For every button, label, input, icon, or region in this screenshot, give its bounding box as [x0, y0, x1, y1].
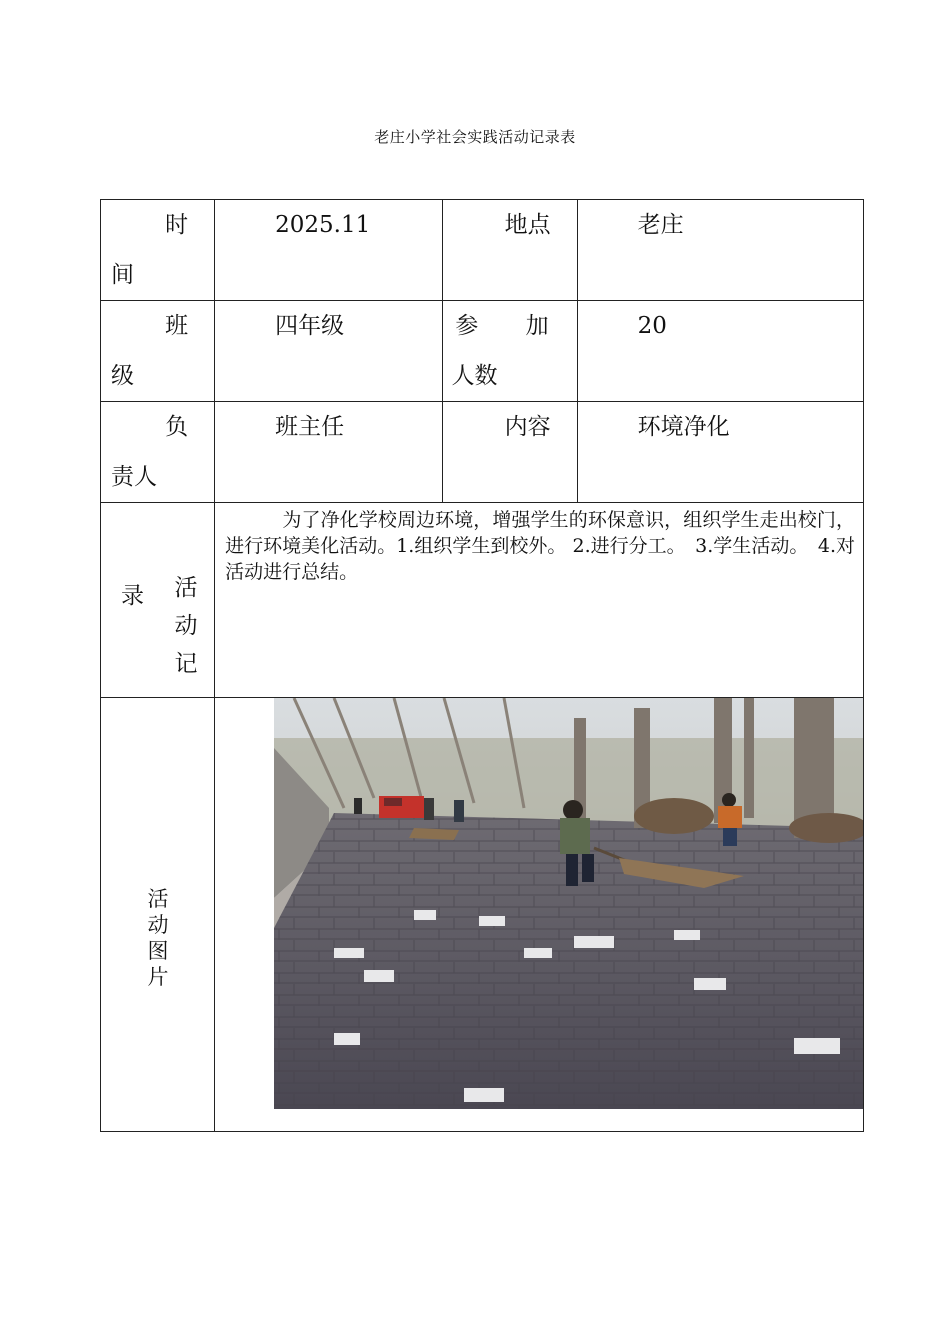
- photo-label-char: 片: [147, 965, 169, 989]
- record-label-stack: [171, 569, 201, 683]
- leader-label-part2: 责人: [111, 464, 157, 490]
- place-label: 地点: [443, 200, 577, 301]
- class-label-part2: 级: [111, 363, 134, 389]
- content-label: 内容: [443, 402, 577, 503]
- class-label-part1: 班: [165, 313, 189, 339]
- record-label-char: 记: [174, 651, 198, 677]
- record-label-char: 活: [174, 575, 198, 601]
- photo-label-char: 动: [147, 913, 169, 937]
- activity-record-label-cell: [101, 503, 215, 698]
- time-label-part2: 间: [111, 262, 134, 288]
- document-title: 老庄小学社会实践活动记录表: [374, 128, 576, 146]
- leader-value: 班主任: [215, 402, 443, 503]
- class-value: 四年级: [215, 301, 443, 402]
- table-row-class-count: [101, 301, 864, 402]
- photo-label-char: 图: [147, 939, 169, 963]
- time-label-part1: 时: [165, 212, 189, 238]
- activity-photo-label-cell: [101, 698, 215, 1132]
- table-row-activity-record: [101, 503, 864, 698]
- activity-photo-image: [274, 698, 863, 1109]
- activity-record-table: [100, 199, 864, 1132]
- content-value: 环境净化: [577, 402, 863, 503]
- count-value: 20: [577, 301, 863, 402]
- activity-photo: [274, 698, 863, 1109]
- count-label-cell: [443, 301, 577, 402]
- place-value: 老庄: [577, 200, 863, 301]
- time-label-cell: [101, 200, 215, 301]
- table-row-leader-content: [101, 402, 864, 503]
- count-label-part1: 参 加: [455, 313, 569, 339]
- leader-label-part1: 负: [165, 414, 189, 440]
- count-label-part2: 人数: [451, 363, 498, 389]
- table-row-activity-photo: [101, 698, 864, 1132]
- class-label-cell: [101, 301, 215, 402]
- photo-label-stack: [143, 886, 173, 990]
- time-value: 2025.11: [215, 200, 443, 301]
- activity-photo-cell: [215, 698, 864, 1132]
- record-label-side: 录: [121, 583, 144, 609]
- leader-label-cell: [101, 402, 215, 503]
- photo-label-char: 活: [147, 887, 169, 911]
- table-row-time-place: [101, 200, 864, 301]
- record-label-char: 动: [174, 613, 198, 639]
- activity-record-text: 为了净化学校周边环境，增强学生的环保意识，组织学生走出校门，进行环境美化活动。1.组织学生到校外。 2.进行分工。 3.学生活动。 4.对活动进行总结。: [215, 503, 864, 698]
